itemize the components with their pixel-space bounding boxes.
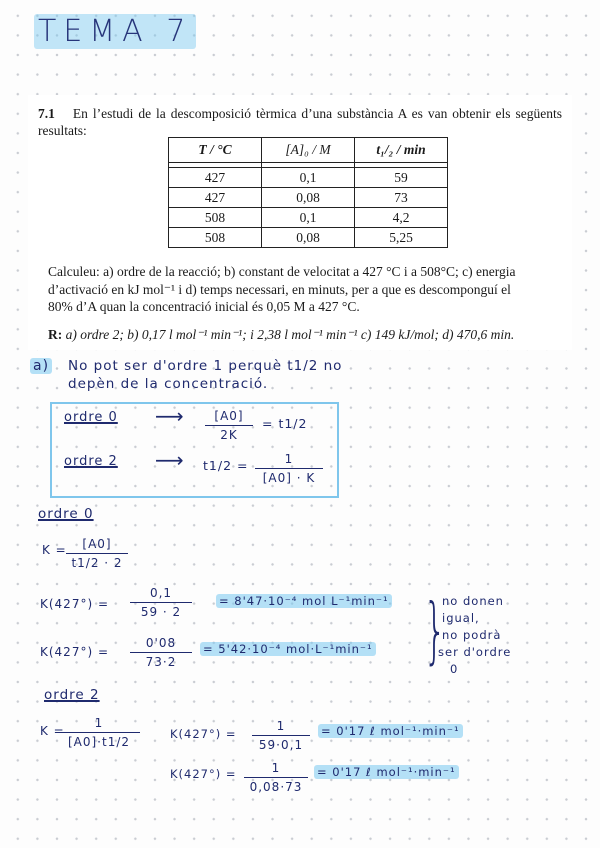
order0-calc1-result: = 8'47·10⁻⁴ mol L⁻¹min⁻¹: [216, 594, 392, 608]
box-order0-fraction: [A0] 2K: [205, 409, 253, 442]
brace-icon: }: [423, 588, 447, 672]
problem-question: Calculeu: a) ordre de la reacció; b) constant de velocitat a 427 °C i a 508°C; c) energia d’activació en kJ mol⁻¹ i d) temps necessari, en minuts, per a que es descomponguí el 80% d’A quan la concentració inicial és 0,05 M a 427 °C.: [48, 264, 516, 314]
order2-calc1-lhs: K(427°) =: [170, 727, 237, 741]
note-a-line2: depèn de la concentració.: [68, 376, 269, 392]
order0-calc2-lhs: K(427°) =: [40, 645, 110, 659]
order2-calc2-fraction: 1 0,08·73: [244, 761, 308, 794]
problem-statement: [28, 95, 572, 350]
order0-conclusion-2: igual,: [442, 611, 480, 625]
problem-number: 7.1: [38, 106, 55, 121]
section-order2-heading: ordre 2: [44, 687, 100, 703]
order0-conclusion-5: 0: [450, 662, 459, 676]
table-row: 508 0,08 5,25: [169, 228, 448, 248]
order0-calc2-result: = 5'42·10⁻⁴ mol·L⁻¹min⁻¹: [200, 642, 376, 656]
arrow-icon: ⟶: [155, 448, 185, 472]
arrow-icon: ⟶: [155, 404, 185, 428]
box-order2-label: ordre 2: [64, 454, 118, 469]
order2-calc1-fraction: 1 59·0,1: [252, 719, 310, 752]
table-row: 427 0,08 73: [169, 188, 448, 208]
table-header: [A]₀ / M: [262, 138, 355, 163]
order0-k-lhs: K =: [42, 543, 67, 557]
box-order0-label: ordre 0: [64, 410, 118, 425]
order2-k-lhs: K =: [40, 724, 65, 738]
order0-conclusion-3: no podrà: [442, 628, 502, 642]
results-table: [168, 137, 448, 248]
table-row: 508 0,1 4,2: [169, 208, 448, 228]
box-order2-lhs: t1/2 =: [203, 458, 249, 473]
section-order0-heading: ordre 0: [38, 506, 94, 522]
table-row: 427 0,1 59: [169, 168, 448, 188]
page-title: TEMA 7: [34, 14, 196, 49]
box-order0-rhs: = t1/2: [262, 416, 308, 431]
box-order2-fraction: 1 [A0] · K: [255, 452, 323, 485]
problem-answer: R: a) ordre 2; b) 0,17 l mol⁻¹ min⁻¹; i 2,38 l mol⁻¹ min⁻¹ c) 149 kJ/mol; d) 470,6 min.: [48, 327, 515, 342]
order0-calc1-fraction: 0,1 59 · 2: [130, 586, 192, 619]
table-header: T / °C: [169, 138, 262, 163]
order2-calc1-result: = 0'17 ℓ mol⁻¹·min⁻¹: [318, 724, 463, 738]
order0-conclusion-4: ser d'ordre: [438, 645, 512, 659]
table-header: t₁/₂ / min: [355, 138, 448, 163]
order0-calc2-fraction: 0'08 73·2: [130, 636, 192, 669]
order0-conclusion-1: no donen: [442, 594, 504, 608]
note-a-label: a): [30, 358, 52, 374]
order2-calc2-result: = 0'17 ℓ mol⁻¹·min⁻¹: [314, 765, 459, 779]
order2-k-fraction: 1 [A0]·t1/2: [58, 716, 140, 749]
problem-intro: 7.1 En l’estudi de la descomposició tèrmica d’una substància A es van obtenir els següents resultats:: [38, 106, 562, 138]
note-a-line1: No pot ser d'ordre 1 perquè t1/2 no: [68, 358, 343, 374]
order0-calc1-lhs: K(427°) =: [40, 597, 110, 611]
order2-calc2-lhs: K(427°) =: [170, 767, 237, 781]
order0-k-fraction: [A0] t1/2 · 2: [66, 537, 128, 570]
